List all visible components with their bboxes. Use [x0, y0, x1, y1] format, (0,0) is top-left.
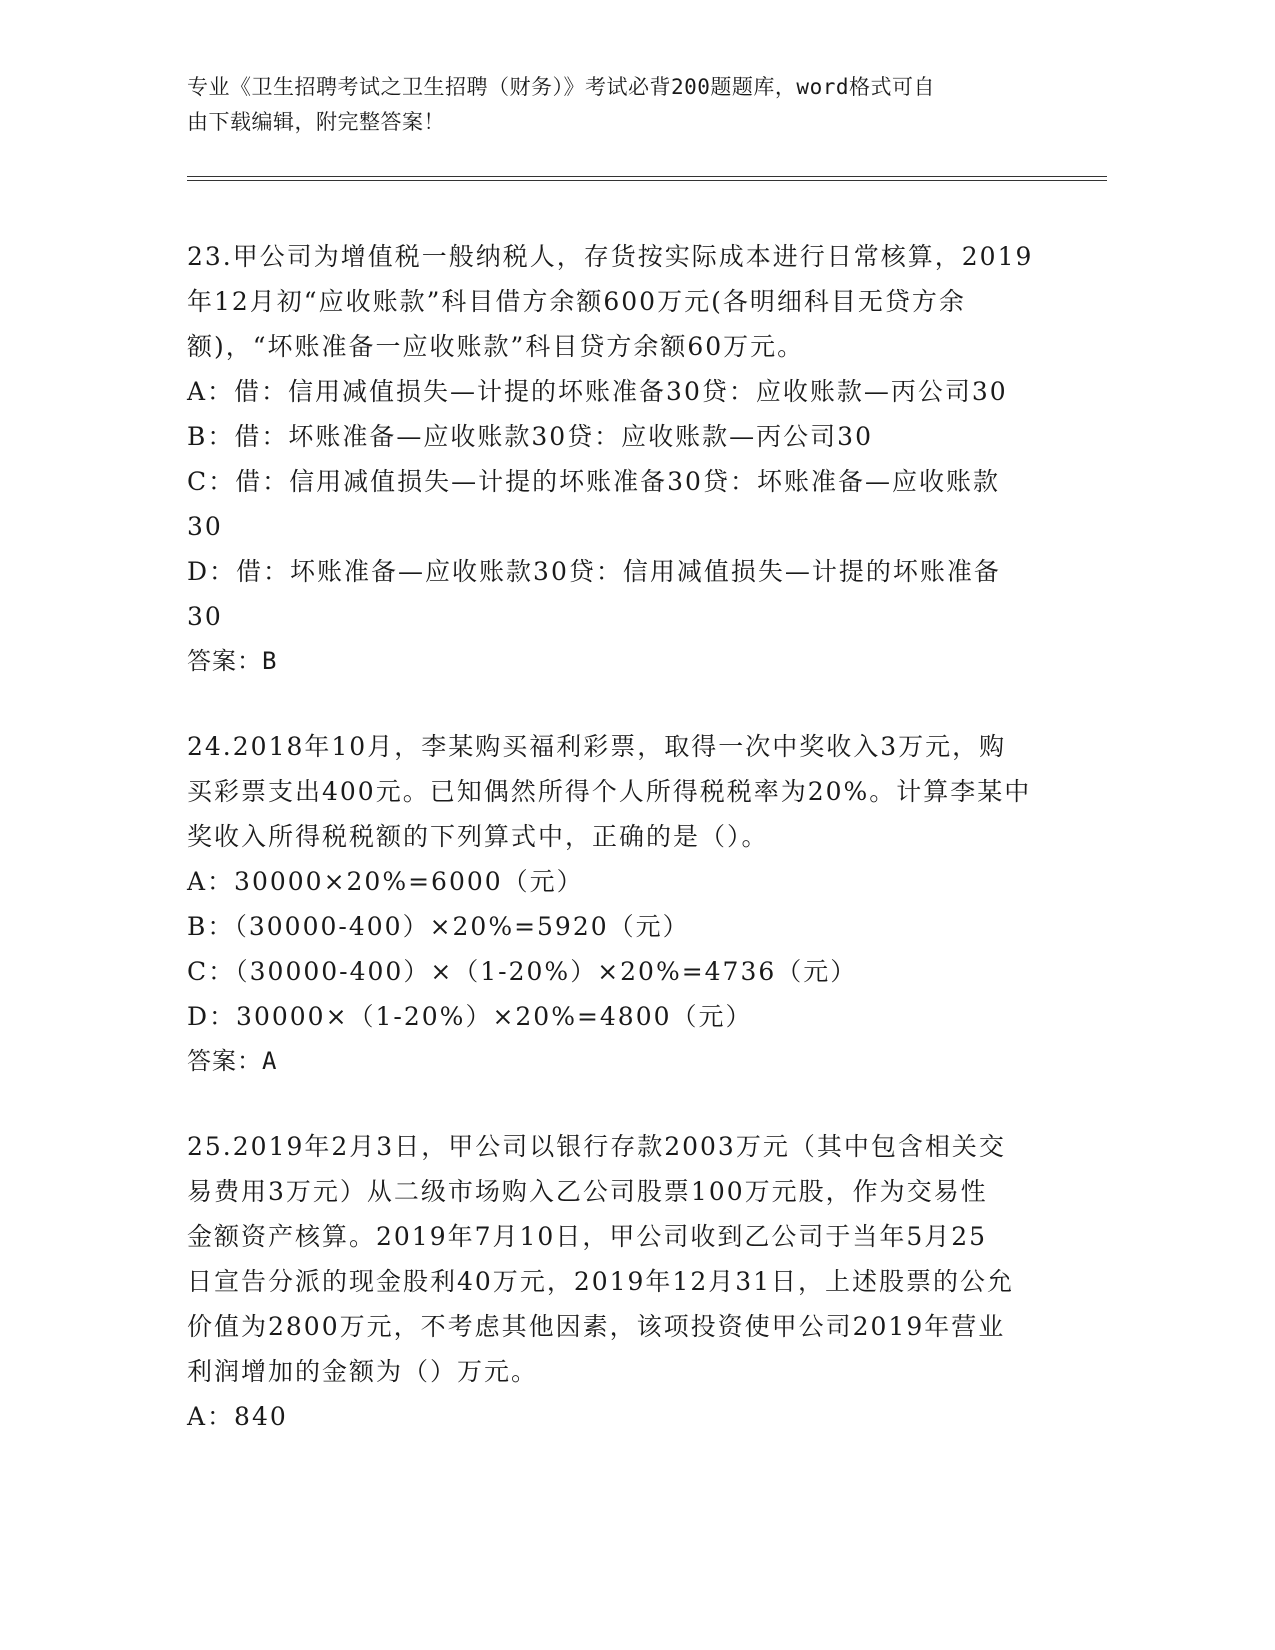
- option-d: D：借：坏账准备—应收账款30贷：信用减值损失—计提的坏账准备: [187, 557, 1001, 586]
- document-page: [187, 70, 1107, 1439]
- question-stem-line: 日宣告分派的现金股利40万元，2019年12月31日，上述股票的公允: [187, 1267, 1015, 1296]
- question-stem-line: 买彩票支出400元。已知偶然所得个人所得税税率为20%。计算李某中: [187, 777, 1032, 806]
- option-d: D：30000×（1-20%）×20%=4800（元）: [187, 1002, 753, 1031]
- question-stem-line: 利润增加的金额为（）万元。: [187, 1357, 539, 1386]
- divider-line-top: [187, 176, 1107, 177]
- question-stem-line: 价值为2800万元，不考虑其他因素，该项投资使甲公司2019年营业: [187, 1312, 1006, 1341]
- question-stem-line: 23.甲公司为增值税一般纳税人，存货按实际成本进行日常核算，2019: [187, 242, 1034, 271]
- question-stem-line: 奖收入所得税税额的下列算式中，正确的是（）。: [187, 822, 769, 851]
- option-c: C：借：信用减值损失—计提的坏账准备30贷：坏账准备—应收账款: [187, 467, 1000, 496]
- option-b: B：（30000-400）×20%=5920（元）: [187, 912, 690, 941]
- option-a: A：840: [187, 1402, 288, 1431]
- document-header: [187, 70, 1107, 140]
- option-c: C：（30000-400）×（1-20%）×20%=4736（元）: [187, 957, 858, 986]
- option-d-continued: 30: [187, 602, 223, 631]
- answer-label: 答案：A: [187, 1047, 278, 1075]
- header-divider: [187, 176, 1107, 182]
- question-stem-line: 年12月初“应收账款”科目借方余额600万元(各明细科目无贷方余: [187, 287, 966, 316]
- question-stem-line: 易费用3万元）从二级市场购入乙公司股票100万元股，作为交易性: [187, 1177, 988, 1206]
- option-b: B：借：坏账准备—应收账款30贷：应收账款—丙公司30: [187, 422, 873, 451]
- divider-line-bottom: [187, 180, 1107, 181]
- question-stem-line: 额)，“坏账准备一应收账款”科目贷方余额60万元。: [187, 332, 805, 361]
- header-line-2: 由下载编辑，附完整答案！: [187, 110, 445, 134]
- question-stem-line: 24.2018年10月，李某购买福利彩票，取得一次中奖收入3万元，购: [187, 732, 1007, 761]
- option-a: A：30000×20%=6000（元）: [187, 867, 584, 896]
- question-stem-line: 25.2019年2月3日，甲公司以银行存款2003万元（其中包含相关交: [187, 1132, 1006, 1161]
- question-25: [187, 1124, 1107, 1439]
- question-23: [187, 234, 1107, 684]
- question-stem-line: 金额资产核算。2019年7月10日，甲公司收到乙公司于当年5月25: [187, 1222, 988, 1251]
- option-a: A：借：信用减值损失—计提的坏账准备30贷：应收账款—丙公司30: [187, 377, 1008, 406]
- header-line-1: 专业《卫生招聘考试之卫生招聘（财务）》考试必背200题题库，word格式可自: [187, 75, 935, 99]
- answer-label: 答案：B: [187, 647, 278, 675]
- question-24: [187, 724, 1107, 1084]
- option-c-continued: 30: [187, 512, 223, 541]
